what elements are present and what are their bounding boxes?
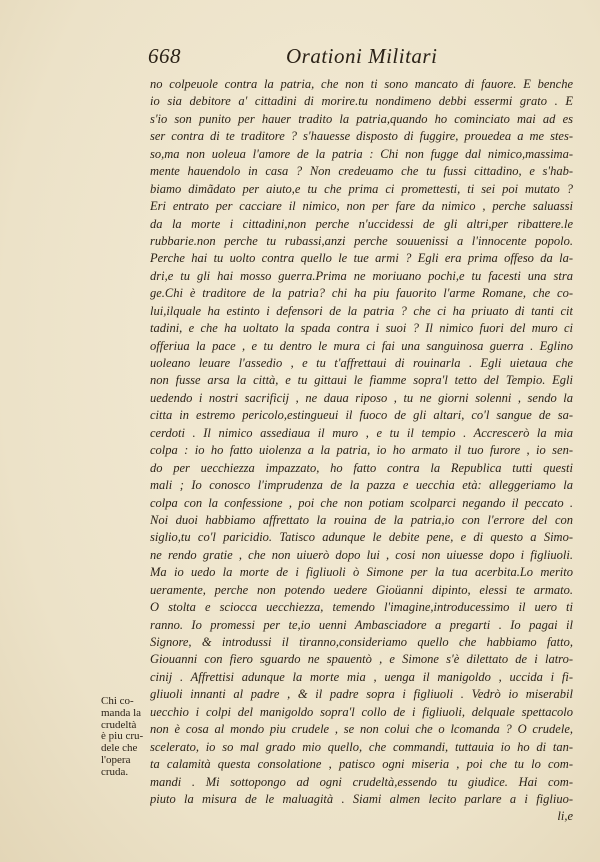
running-head: Orationi Militari bbox=[286, 44, 438, 68]
text-line: lui,ilquale ha estinto i defensori de la patria ? che ci ha priuato di tanti cit bbox=[150, 303, 573, 318]
text-line: uecchio i colpi del manigoldo sopra'l collo de i figliuoli, delquale spettacolo bbox=[150, 704, 573, 719]
text-line: uoleano leuare l'assedio , e tu t'affrettaui di rouinarla . Egli uietaua che bbox=[150, 356, 573, 370]
text-line: O stolta e sciocca uecchiezza, temendo l'imagine,introducessimo il uero ti bbox=[150, 600, 573, 615]
text-line: colpa : io ho fatto uiolenza a la patria, io ho armato il tuo furore , io sen- bbox=[150, 443, 573, 458]
text-line: gliuoli innanti al padre , & il padre sopra i figliuoli . Vedrò io miserabil bbox=[150, 687, 573, 702]
text-line: ser contra di te traditore ? s'hauesse disposto di fuggire, prouedea a me stes- bbox=[150, 129, 573, 144]
text-line: mente hauendolo in casa ? Non credeuamo che tu fussi cittadino, e s'hab- bbox=[150, 164, 573, 179]
text-line: scelerato, io so mal grado mio quello, che commandi, tuttauia io ho di tan- bbox=[150, 739, 573, 754]
text-line: offeriua la pace , e tu dentro le mura ci fai una sanguinosa guerra . Eglino bbox=[150, 338, 573, 353]
text-line: biamo dimãdato per aiuto,e tu che prima ci promettesti, ti sei poi mutato ? bbox=[150, 181, 573, 196]
catchword: li,e bbox=[557, 809, 573, 824]
text-line: colpa con la confessione , poi che non potiam scolparci negando il peccato . bbox=[150, 495, 573, 510]
text-line: dri,e tu gli hai mosso guerra.Prima ne moriuano pochi,e tu facesti una stra bbox=[150, 268, 573, 283]
text-line: ne rendo gratie , che non uiuerò dopo lui , cosi non uiuesse dopo i figliuoli. bbox=[150, 547, 573, 562]
text-line: piuto la misura de le maluagità . Siami almen lecito parlare a i figliuo- bbox=[150, 791, 573, 806]
page-number: 668 bbox=[148, 44, 181, 68]
text-line: rubbarie.non perche tu rubassi,anzi perche souuenissi a l'innocente popolo. bbox=[150, 233, 573, 248]
body-text bbox=[150, 76, 573, 826]
margin-note-line: cruda. bbox=[101, 765, 129, 778]
margin-note-line: l'opera bbox=[101, 753, 131, 766]
text-line: uedendo i nostri sacrificij , ne daua riposo , tu ne giorni solenni , sendo la bbox=[150, 390, 573, 405]
text-line: mali ; Io conosco l'imprudenza de la pazza e uecchia età: alleggeriamo la bbox=[150, 478, 573, 493]
text-line: mandi . Mi sottopongo ad ogni crudeltà,essendo tu giudice. Hai com- bbox=[150, 774, 573, 789]
text-line: ueramente, perche non potendo uedere Gioüanni dipinto, elessi te armato. bbox=[150, 582, 573, 597]
text-line: siglio,tu co'l paricidio. Tatisco adunque le debite pene, e di questo a Simo- bbox=[150, 530, 573, 545]
text-line: Ma io uedo la morte de i figliuoli ò Simone per la tua acerbita.Lo merito bbox=[150, 565, 573, 580]
text-line: citta in estremo pericolo,estingueui il fuoco de gli altari, co'l sangue de sa- bbox=[150, 408, 573, 423]
text-line: Eri entrato per cacciare il nimico, non per fare da nimico , perche saluassi bbox=[150, 199, 573, 214]
text-line: so,ma non uoleua l'amore de la patria : Chi non fugge dal nimico,massima- bbox=[150, 146, 573, 161]
text-line: no colpeuole contra la patria, che non ti sono mancato di fauore. E benche bbox=[150, 77, 573, 91]
text-line: do per uecchiezza impazzato, ho fatto contra la Republica tutti questi bbox=[150, 460, 573, 475]
margin-note-line: è piu cru- bbox=[101, 730, 144, 743]
text-line: da la morte i cittadini,non perche n'uccidessi de gli altri,per ribattere.le bbox=[150, 216, 573, 231]
margin-note-line: Chi co- bbox=[101, 695, 134, 707]
text-line: Noi duoi habbiamo affrettato la rouina de la patria,io con l'errore del con bbox=[150, 512, 573, 527]
text-line: Signore, & introdussi il tiranno,consideriamo quello che habbiamo fatto, bbox=[150, 635, 573, 649]
text-line: Giouanni con fiero sguardo ne spauentò , e Simone s'è dilettato de i latro- bbox=[150, 652, 573, 667]
margin-note-line: crudeltà bbox=[101, 718, 137, 731]
text-line: cinij . Affrettisi adunque la morte mia , uenga il manigoldo , uccida i fi- bbox=[150, 669, 573, 684]
text-line: ge.Chi è traditore de la patria? chi ha piu fauorito l'arme Romane, che co- bbox=[150, 286, 573, 301]
text-line: ta calamità questa consolatione , patisco ogni miseria , poi che tu lo com- bbox=[150, 757, 573, 772]
text-line: non è cosa al mondo piu crudele , se non colui che o lcomanda ? O crudele, bbox=[150, 722, 573, 737]
text-line: tadini, e che ha uoltato la spada contra i suoi ? Il nimico fuori del muro ci bbox=[150, 321, 573, 336]
margin-note-line: manda la bbox=[101, 706, 142, 719]
text-line: ranno. Io promessi per te,io uenni Ambasciadore a pregarti . Io pagai il bbox=[150, 617, 573, 632]
text-line: Perche hai tu uolto contra quello le tue armi ? Egli era prima offeso da la- bbox=[150, 251, 573, 266]
text-line: s'io son punito per hauer tradito la patria,quando ho cominciato mai ad es bbox=[150, 111, 573, 126]
text-line: io sia debitore a' cittadini di morire.tu nondimeno debbi essermi grato . E bbox=[150, 94, 573, 109]
text-line: non fusse arsa la città, e tu gittaui le fiamme sopra'l tetto del Tempio. Egli bbox=[150, 373, 573, 388]
page-header bbox=[148, 44, 568, 74]
text-line: cerdoti . Il nimico assediaua il muro , e tu il tempio . Accrescerò la mia bbox=[150, 425, 573, 440]
margin-note-line: dele che bbox=[101, 742, 138, 755]
margin-note bbox=[101, 696, 151, 779]
